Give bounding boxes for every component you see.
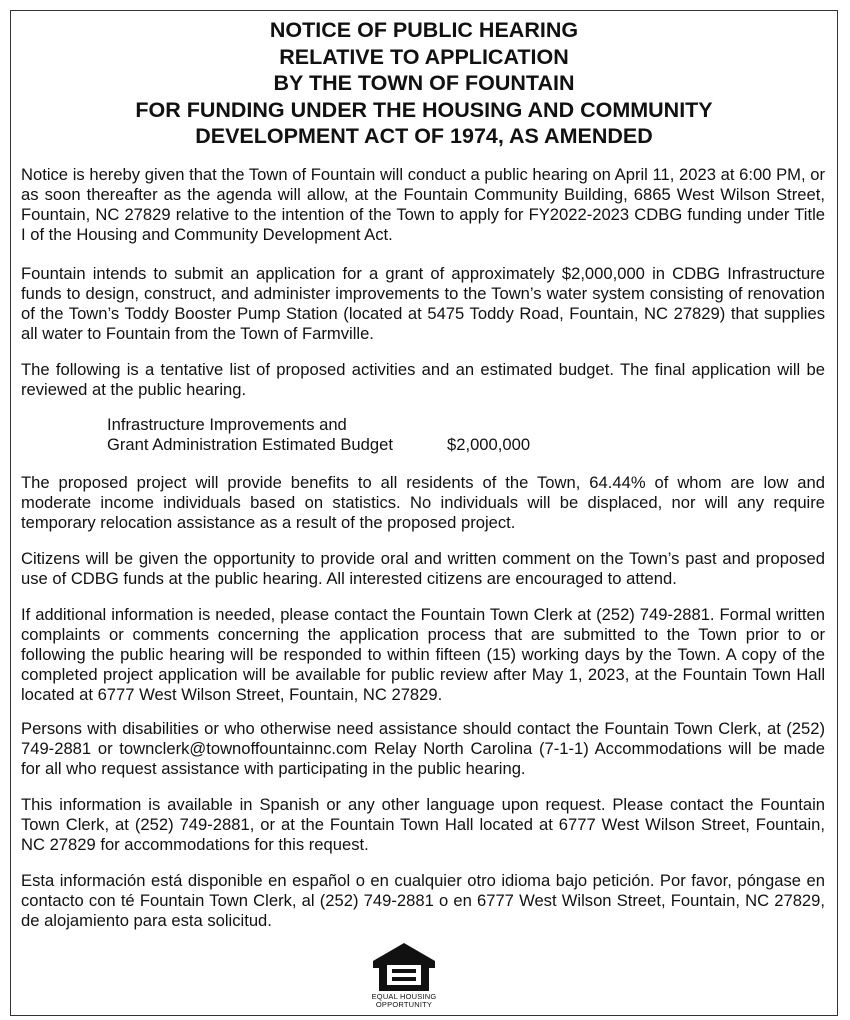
budget-row <box>107 415 530 435</box>
title-line: DEVELOPMENT ACT OF 1974, AS AMENDED <box>195 124 653 148</box>
title-line: FOR FUNDING UNDER THE HOUSING AND COMMUNITY <box>135 97 713 122</box>
paragraph-hearing-notice: Notice is hereby given that the Town of Fountain will conduct a public hearing on April 11, 2023 at 6:00 PM, or as soon thereafter as the agenda will allow, at the Fountain Community Building, 6865 West Wilson Street, Fountain, NC 27829 relative to the intention of the Town to apply for FY2022-2023 CDBG funding under Title I of the Housing and Community Development Act. <box>21 165 825 244</box>
paragraph-citizen-comment: Citizens will be given the opportunity to provide oral and written comment on the Town’s past and proposed use of CDBG funds at the public hearing. All interested citizens are encouraged to attend. <box>21 549 825 588</box>
paragraph-benefits: The proposed project will provide benefits to all residents of the Town, 64.44% of whom are low and moderate income individuals based on statistics. No individuals will be displaced, nor will any require temporary relocation assistance as a result of the proposed project. <box>21 473 825 532</box>
budget-row <box>107 435 530 455</box>
paragraph-accessibility: Persons with disabilities or who otherwise need assistance should contact the Fountain Town Clerk, at (252) 749-2881 or townclerk@townoffountainnc.com Relay North Carolina (7-1-1) Accommodations will be made for all who request assistance with participating in the public hearing. <box>21 719 825 778</box>
paragraph-language-spanish: Esta información está disponible en español o en cualquier otro idioma bajo petición. Por favor, póngase en contacto con té Fountain Town Clerk, al (252) 749-2881 o en 6777 West Wilson Street, Fountain, NC 27829, de alojamiento para esta solicitud. <box>21 871 825 930</box>
logo-caption: EQUAL HOUSING <box>371 992 437 1001</box>
title-line: RELATIVE TO APPLICATION <box>279 44 569 69</box>
equal-housing-opportunity-icon <box>371 941 437 993</box>
equal-housing-logo <box>369 941 439 1015</box>
budget-label: Grant Administration Estimated Budget <box>107 435 393 454</box>
title-line: NOTICE OF PUBLIC HEARING <box>269 18 579 42</box>
paragraph-activities-intro: The following is a tentative list of proposed activities and an estimated budget. The final application will be reviewed at the public hearing. <box>21 360 825 399</box>
notice-title <box>11 17 837 150</box>
budget-table <box>107 415 530 455</box>
public-notice <box>10 10 838 1016</box>
budget-label: Infrastructure Improvements and <box>107 415 347 434</box>
budget-amount: $2,000,000 <box>447 435 531 454</box>
logo-caption: OPPORTUNITY <box>375 1000 433 1009</box>
paragraph-contact-info: If additional information is needed, please contact the Fountain Town Clerk at (252) 749-2881. Formal written complaints or comments concerning the application process that are submitted to the Town prior to or following the public hearing will be responded to within fifteen (15) working days by the Town. A copy of the completed project application will be available for public review after May 1, 2023, at the Fountain Town Hall located at 6777 West Wilson Street, Fountain, NC 27829. <box>21 605 825 704</box>
title-line: BY THE TOWN OF FOUNTAIN <box>273 71 575 95</box>
paragraph-language-english: This information is available in Spanish or any other language upon request. Please contact the Fountain Town Clerk, at (252) 749-2881, or at the Fountain Town Hall located at 6777 West Wilson Street, Fountain, NC 27829 for accommodations for this request. <box>21 795 825 854</box>
paragraph-grant-intent: Fountain intends to submit an application for a grant of approximately $2,000,000 in CDBG Infrastructure funds to design, construct, and administer improvements to the Town’s water system consisting of renovation of the Town’s Toddy Booster Pump Station (located at 5475 Toddy Road, Fountain, NC 27829) that supplies all water to Fountain from the Town of Farmville. <box>21 264 825 343</box>
